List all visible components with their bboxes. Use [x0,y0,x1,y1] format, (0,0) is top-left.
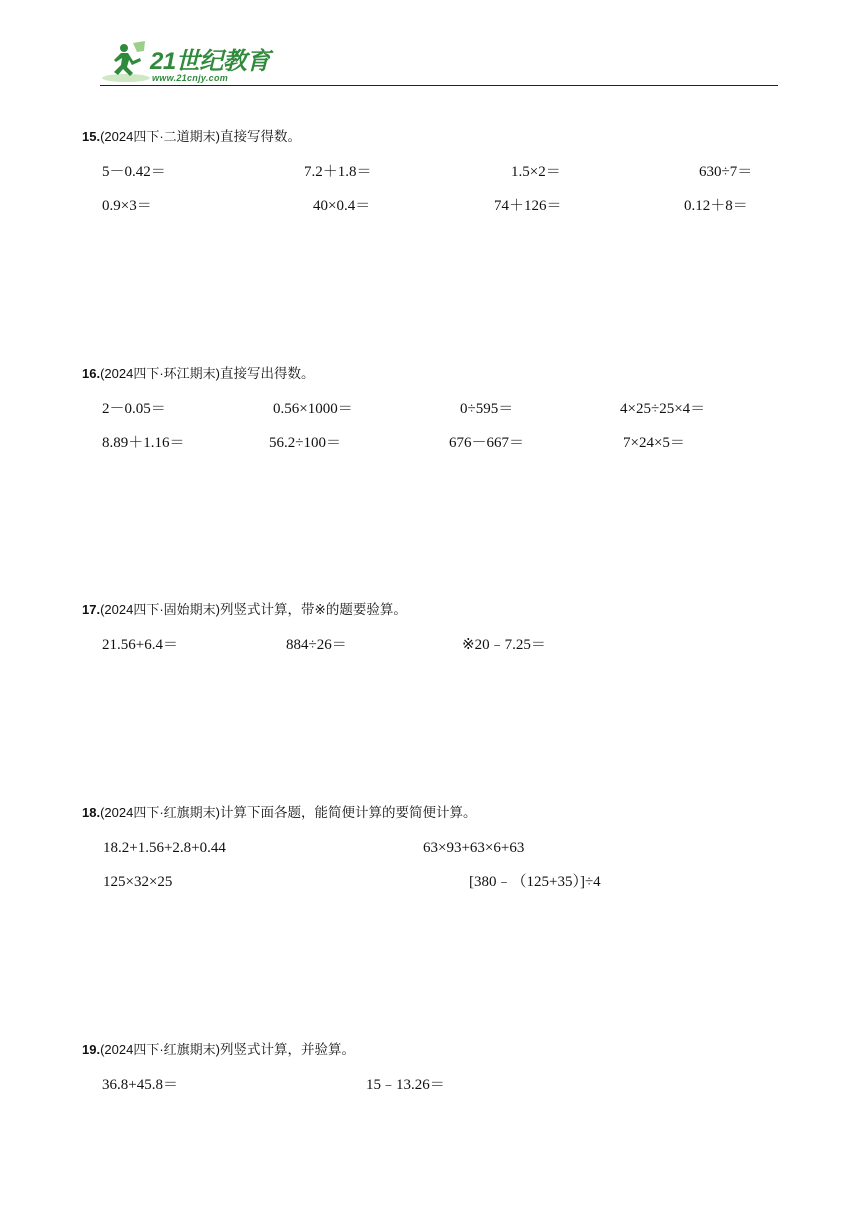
logo [100,40,270,84]
problem-item: 56.2÷100＝ [269,435,341,451]
question-title [82,128,782,147]
number-dot: . [96,602,101,617]
question-title [82,365,782,384]
question-source: (2024四下·红旗期末) [100,1042,221,1057]
problem-item: 4×25÷25×4＝ [620,401,706,417]
question-title [82,601,782,620]
question-number: 17 [82,602,97,617]
question-instruction: 列竖式计算，并验算。 [220,1042,356,1058]
problem-item: 8.89＋1.16＝ [102,435,185,451]
question-instruction: 列竖式计算，带※的题要验算。 [220,602,407,618]
question-number: 18 [82,805,97,820]
number-dot: . [96,1042,101,1057]
problem-item: 7×24×5＝ [623,435,685,451]
logo-brand: 21世纪教育 [150,48,270,75]
question-19 [82,1041,782,1108]
problem-item: 884÷26＝ [286,637,347,653]
problem-item: 40×0.4＝ [313,198,371,214]
question-15 [82,128,782,229]
question-source: (2024四下·固始期末) [100,602,221,617]
problem-item: [380﹣（125+35）]÷4 [469,874,601,890]
number-dot: . [96,805,101,820]
question-18 [82,804,782,905]
problem-row [82,398,782,432]
problem-row [82,161,782,195]
question-title [82,1041,782,1060]
problem-item: 0.56×1000＝ [273,401,353,417]
question-number: 16 [82,366,97,381]
question-source: (2024四下·红旗期末) [100,805,221,820]
problem-item: ※20﹣7.25＝ [462,637,546,653]
problem-item: 630÷7＝ [699,164,753,180]
page-header [100,40,780,88]
logo-url: www.21cnjy.com [152,73,229,83]
problem-row [82,195,782,229]
problem-row [82,871,782,905]
problem-item: 2－0.05＝ [102,401,166,417]
problem-row [82,1074,782,1108]
question-title [82,804,782,823]
problem-item: 21.56+6.4＝ [102,637,178,653]
number-dot: . [96,129,101,144]
number-dot: . [96,366,101,381]
problem-item: 18.2+1.56+2.8+0.44 [103,840,226,856]
problem-item: 7.2＋1.8＝ [304,164,372,180]
question-instruction: 计算下面各题，能简便计算的要简便计算。 [220,805,477,821]
question-instruction: 直接写得数。 [220,129,302,145]
problem-item: 63×93+63×6+63 [423,840,525,856]
problem-item: 5－0.42＝ [102,164,166,180]
problem-row [82,634,782,668]
header-divider [100,85,778,86]
problem-item: 0÷595＝ [460,401,514,417]
question-16 [82,365,782,466]
problem-item: 125×32×25 [103,874,173,890]
problem-item: 36.8+45.8＝ [102,1077,178,1093]
problem-item: 0.12＋8＝ [684,198,748,214]
question-number: 19 [82,1042,97,1057]
problem-item: 676－667＝ [449,435,525,451]
question-number: 15 [82,129,97,144]
problem-item: 15﹣13.26＝ [366,1077,445,1093]
question-source: (2024四下·二道期末) [100,129,221,144]
problem-row [82,432,782,466]
problem-item: 0.9×3＝ [102,198,152,214]
question-17 [82,601,782,668]
runner-icon [100,40,152,84]
problem-item: 74＋126＝ [494,198,562,214]
problem-item: 1.5×2＝ [511,164,561,180]
problem-row [82,837,782,871]
question-source: (2024四下·环江期末) [100,366,221,381]
question-instruction: 直接写出得数。 [220,366,315,382]
